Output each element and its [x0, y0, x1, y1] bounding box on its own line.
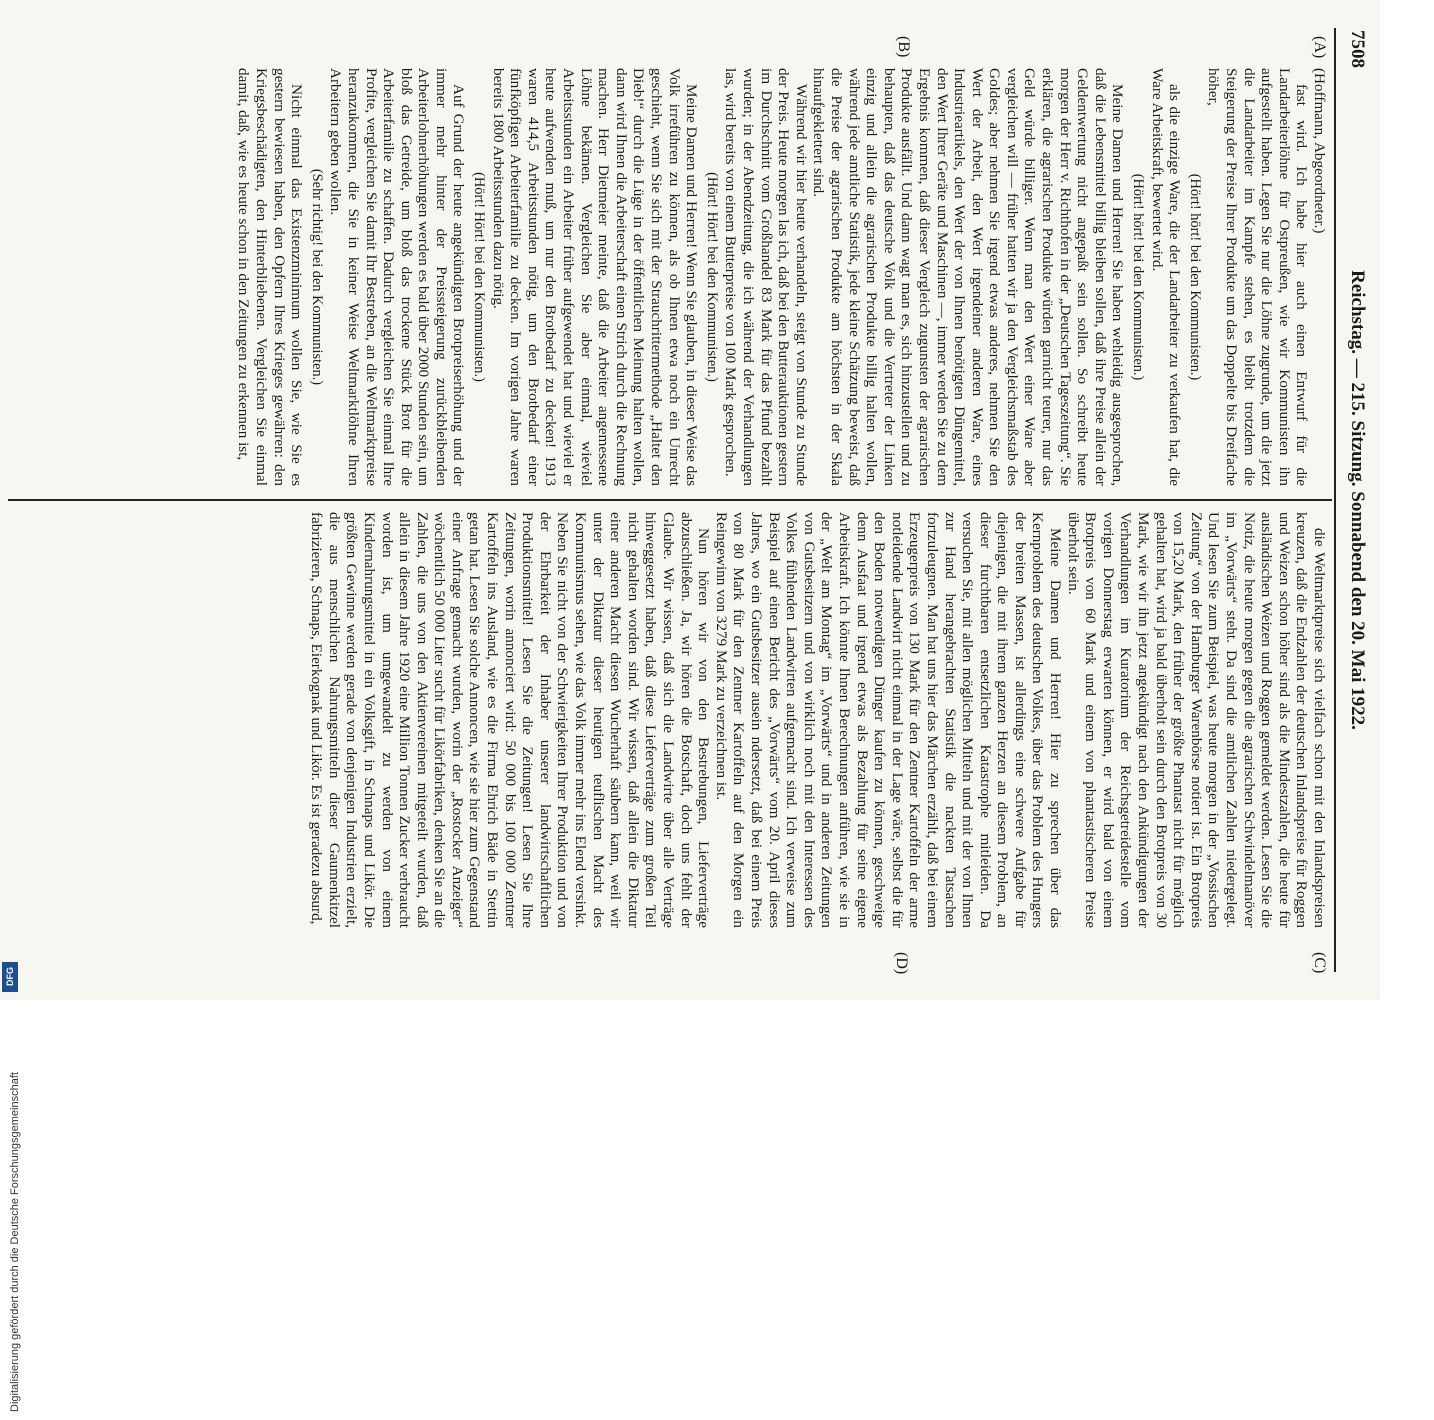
- digitization-footer: [8, 1000, 28, 1420]
- margin-marker-c: (C): [1311, 952, 1328, 974]
- interjection: (Sehr richtig! bei den Kommunisten.): [308, 168, 325, 386]
- paragraph: Meine Damen und Herren! Hier zu sprechen über das Kernproblem des deutschen Volkes, über das Problem des Hungers der breiten Massen, ist allerdings eine schwere Aufgabe für diejenigen, die mit ihrem ganzen Herzen an diesem Problem, an dieser furchtbaren entsetzlichen Katastrophe mitleiden. Da versuchen Sie, mit allen möglichen Mitteln und mit der von Ihnen zur Hand herangebrachten Statistik die nackten Tatsachen fortzuleugnen. Man hat uns hier das Märchen erzählt, daß bei einem Erzeugerpreis von 130 Mark für den Zentner Kartoffeln der arme notleidende Landwirt nicht einmal in der Lage wäre, selbst die für den Boden notwendigen Dünger kaufen zu können, geschweige denn Ausfaat und irgend etwas als Bezahlung für seine eigene Arbeitskraft. Ich könnte Ihnen Berechnungen anführen, wie sie in der „Welt am Montag“ im „Vorwärts“ und in anderen Zeitungen von Gutsbesitzern und von wirklich noch mit den Interessen des Volkes fühlenden Landwirten aufgemacht sind. Ich verweise zum Beispiel auf einen Bericht des „Vorwärts“ vom 20. April dieses Jahres, wo ein Gutsbesitzer ausein ndersetzt, daß bei einem Preis von 80 Mark für den Zentner Kartoffeln auf den Morgen ein Reingewinn von 3279 Mark zu verzeichnen ist.: [712, 512, 1065, 928]
- paragraph: Meine Damen und Herren! Wenn Sie glauben, in dieser Weise das Volk irreführen zu können, als ob Ihnen etwa noch ein Unrecht geschieht, wenn Sie sich mit der Strauchrittermethode „Haltet den Dieb!“ durch die Lüge in der öffentlichen Meinung halten wollen, dann wird Ihnen die Arbeiterschaft einen Strich durch die Rechnung machen. Herr Dietmeier meinte, daß die Arbeiter angemessene Löhne bekämen. Vergleichen Sie aber einmal, wieviel Arbeitsstunden ein Arbeiter früher aufgewendet hat und wieviel er heute aufwenden muß, um nur den Brotbedarf zu decken! 1913 waren 414,5 Arbeitsstunden nötig, um den Brotbedarf einer fünfköpfigen Arbeiterfamilie zu decken. Im vorigen Jahre waren bereits 1800 Arbeitsstunden dazu nötig.: [489, 68, 701, 486]
- paragraph: Auf Grund der heute angekündigten Brotpreiserhöhung und der immer mehr hinter der Preissteigerung zurückbleibenden Arbeiterlohnerhöhungen werden es bald über 2000 Stunden sein, um bloß das Getreide, um bloß das trockene Stück Brot für die Arbeiterfamilie zu schaffen. Dadurch vergleichen Sie einmal Ihre Profite, vergleichen Sie damit Ihr Bestreben, an die Weltmarktpreise heranzukommen, die Sie in keiner Weise Weltmarktlöhne Ihren Arbeitern geben wollen.: [327, 68, 468, 486]
- paragraph: fast wird. Ich habe hier auch einen Entwurf für die Landarbeiterlöhne für Ostpreußen, wie wir Kommunisten ihn aufgestellt haben. Legen Sie nur die Löhne zugrunde, um die jetzt die Landarbeiter im Kampfe stehen, es bleibt trotzdem die Steigerung der Preise Ihrer Produkte um das Doppelte bis Dreifache höher,: [1205, 68, 1311, 486]
- paragraph: Nicht einmal das Existenzminimum wollen Sie, wie Sie es gestern bewiesen haben, den Opfern Ihres Krieges gewähren: den Kriegsbeschädigten, den Hinterbliebenen. Vergleichen Sie einmal damit, daß, wie es heute schon in den Zeitungen zu erkennen ist,: [235, 68, 306, 486]
- paragraph: die Weltmarktpreise sich vielfach schon mit den Inlandspreisen kreuzen, daß die Endzahlen der deutschen Inlandspreise für Roggen und Weizen schon höher sind als die Mindestzahlen, die heute für ausländischen Weizen und Roggen gemeldet werden. Lesen Sie die Notiz, die heute morgen gegen die agrarischen Schwindelmanöver im „Vorwärts“ steht. Da sind die amtlichen Zahlen niedergelegt. Und lesen Sie zum Beispiel, was heute morgen in der „Vossischen Zeitung“ von der Hamburger Warenbörse notiert ist. Ein Brotpreis von 15,20 Mark, den früher der größte Phantast nicht für möglich gehalten hat, wird ja bald überholt sein durch den Brotpreis von 30 Mark, wie wir ihn jetzt angekündigt nach den Ankündigungen der Verhandlungen im Kuratorium der Reichsgetreidestelle vom vorigen Donnerstag erwarten können, er wird bald von einem Brotpreis von 60 Mark und einem von phantastischeren Preise überholt sein.: [1064, 512, 1328, 928]
- right-column: [10, 512, 1328, 928]
- margin-marker-d: (D): [893, 952, 910, 975]
- left-column: [10, 68, 1328, 486]
- dfg-logo-icon: DFG: [2, 962, 18, 992]
- margin-marker-b: (B): [895, 36, 912, 58]
- paragraph: Nun hören wir von den Bestrebungen, Lieferverträge abzuschließen. Ja, wir hören die Botschaft, doch uns fehlt der Glaube. Wir wissen, daß sich die Landwirte über alle Verträge hinweggesetzt haben, daß diese Lieferverträge zum großen Teil nicht gehalten worden sind. Wir wissen, daß allein die Diktatur einer anderen Macht diesen Wucherhaft säubern kann, weil wir unter der Diktatur dieser heutigen teuflischen Macht des Kommunismus sehen, wie das Volk immer mehr ins Elend versinkt. Neben Sie nicht von der Schwierigkeiten Ihrer Produktion und von der Ehrbarkeit der Inhaber unserer landwirtschaftlichen Produktionsmittel! Lesen Sie die Zeitungen! Lesen Sie Ihre Zeitungen, worin annonciert wird: 50 000 bis 100 000 Zentner Kartoffeln ins Ausland, wie es die Firma Ehrich Bäde in Stettin getan hat. Lesen Sie solche Annoncen, wie sie hier zum Gegenstand einer Anfrage gemacht wurden, worin der „Rostocker Anzeiger“ wöchentlich 50 000 Liter sucht für Likörfabriken, denken Sie an die Zahlen, die uns von den Aktienvereinen mitgeteilt wurden, daß allein in diesem Jahre 1920 eine Million Tonnen Zucker verbraucht worden ist, um umgewandelt zu werden von einem Kindernahrungsmittel in ein Volksgift, in Schnaps und Likör. Die größten Gewinne werden gerade von denjenigen Industrien erzielt, die aus menschlichen Nahrungsmitteln dieser Gaumenkitzel fabrizieren, Schnaps, Eierkognak und Likör. Es ist geradezu absurd,: [308, 512, 713, 928]
- paragraph: Meine Damen und Herren! Sie haben wehleidig ausgesprochen, daß die Lebensmittel billig bleiben sollen, daß ihre Preise allein der Geldentwertung nicht angepaßt sein sollen. So schreibt heute morgen der Herr v. Richthofen in der „Deutschen Tageszeitung“. Sie erklären, die agrarischen Produkte würden garnicht teurer, nur das Geld würde billiger. Wenn man den Wert einer Ware aber vergleichen will — früher hatten wir ja den Vergleichsmaßstab des Goldes; aber nehmen Sie irgend etwas anderes, nehmen Sie den Wert der Arbeit, den Wert irgendeiner anderen Ware, eines Industrieartikels, den Wert der von Ihnen benötigten Düngemittel, den Wert Ihrer Geräte und Maschinen —, immer werden Sie zu dem Ergebnis kommen, daß dieser Vergleich zugunsten der agrarischen Produkte ausfällt. Und dann wagt man es, sich hinzustellen und zu behaupten, daß das deutsche Volk und die Vertreter der Linken einzig und allein die agrarischen Produkte billig halten wollen, während jede amtliche Statistik, jede kleine Schätzung beweist, daß die Preise der agrarischen Produkte am höchsten in der Skala hinaufgeklettert sind.: [810, 68, 1127, 486]
- header-rule: [1334, 28, 1336, 972]
- interjection: (Hört! hört! bei den Kommunisten.): [1130, 173, 1147, 381]
- footer-credit: Digitalisierung gefördert durch die Deutsche Forschungsgemeinschaft: [9, 1072, 21, 1412]
- page-number: 7508: [1347, 30, 1368, 68]
- paragraph: als die einzige Ware, die der Landarbeiter zu verkaufen hat, die Ware Arbeitskraft, bewertet wird.: [1148, 68, 1184, 486]
- page-header: [1338, 30, 1368, 970]
- paragraph: Während wir hier heute verhandeln, steigt von Stunde zu Stunde der Preis. Heute morgen las ich, daß bei den Butterauktionen gestern im Durchschnitt vom Großhandel 83 Mark für das Pfund bezahlt wurden; in der Abendzeitung, die ich während der Verhandlungen las, wird bereits von einem Butterpreise von 100 Mark gesprochen.: [722, 68, 810, 486]
- interjection: (Hört! hört! bei den Kommunisten.): [1186, 173, 1203, 381]
- column-divider: [8, 499, 1332, 501]
- interjection: (Hört! Hört! bei den Kommunisten.): [703, 172, 720, 382]
- interjection: (Hört! Hört! bei den Kommunisten.): [471, 172, 488, 382]
- margin-marker-a: (A): [1311, 36, 1328, 59]
- page-title: Reichstag. — 215. Sitzung. Sonnabend den 20. Mai 1922.: [1347, 270, 1368, 730]
- speaker-line: (Hoffmann, Abgeordneter.): [1311, 68, 1328, 234]
